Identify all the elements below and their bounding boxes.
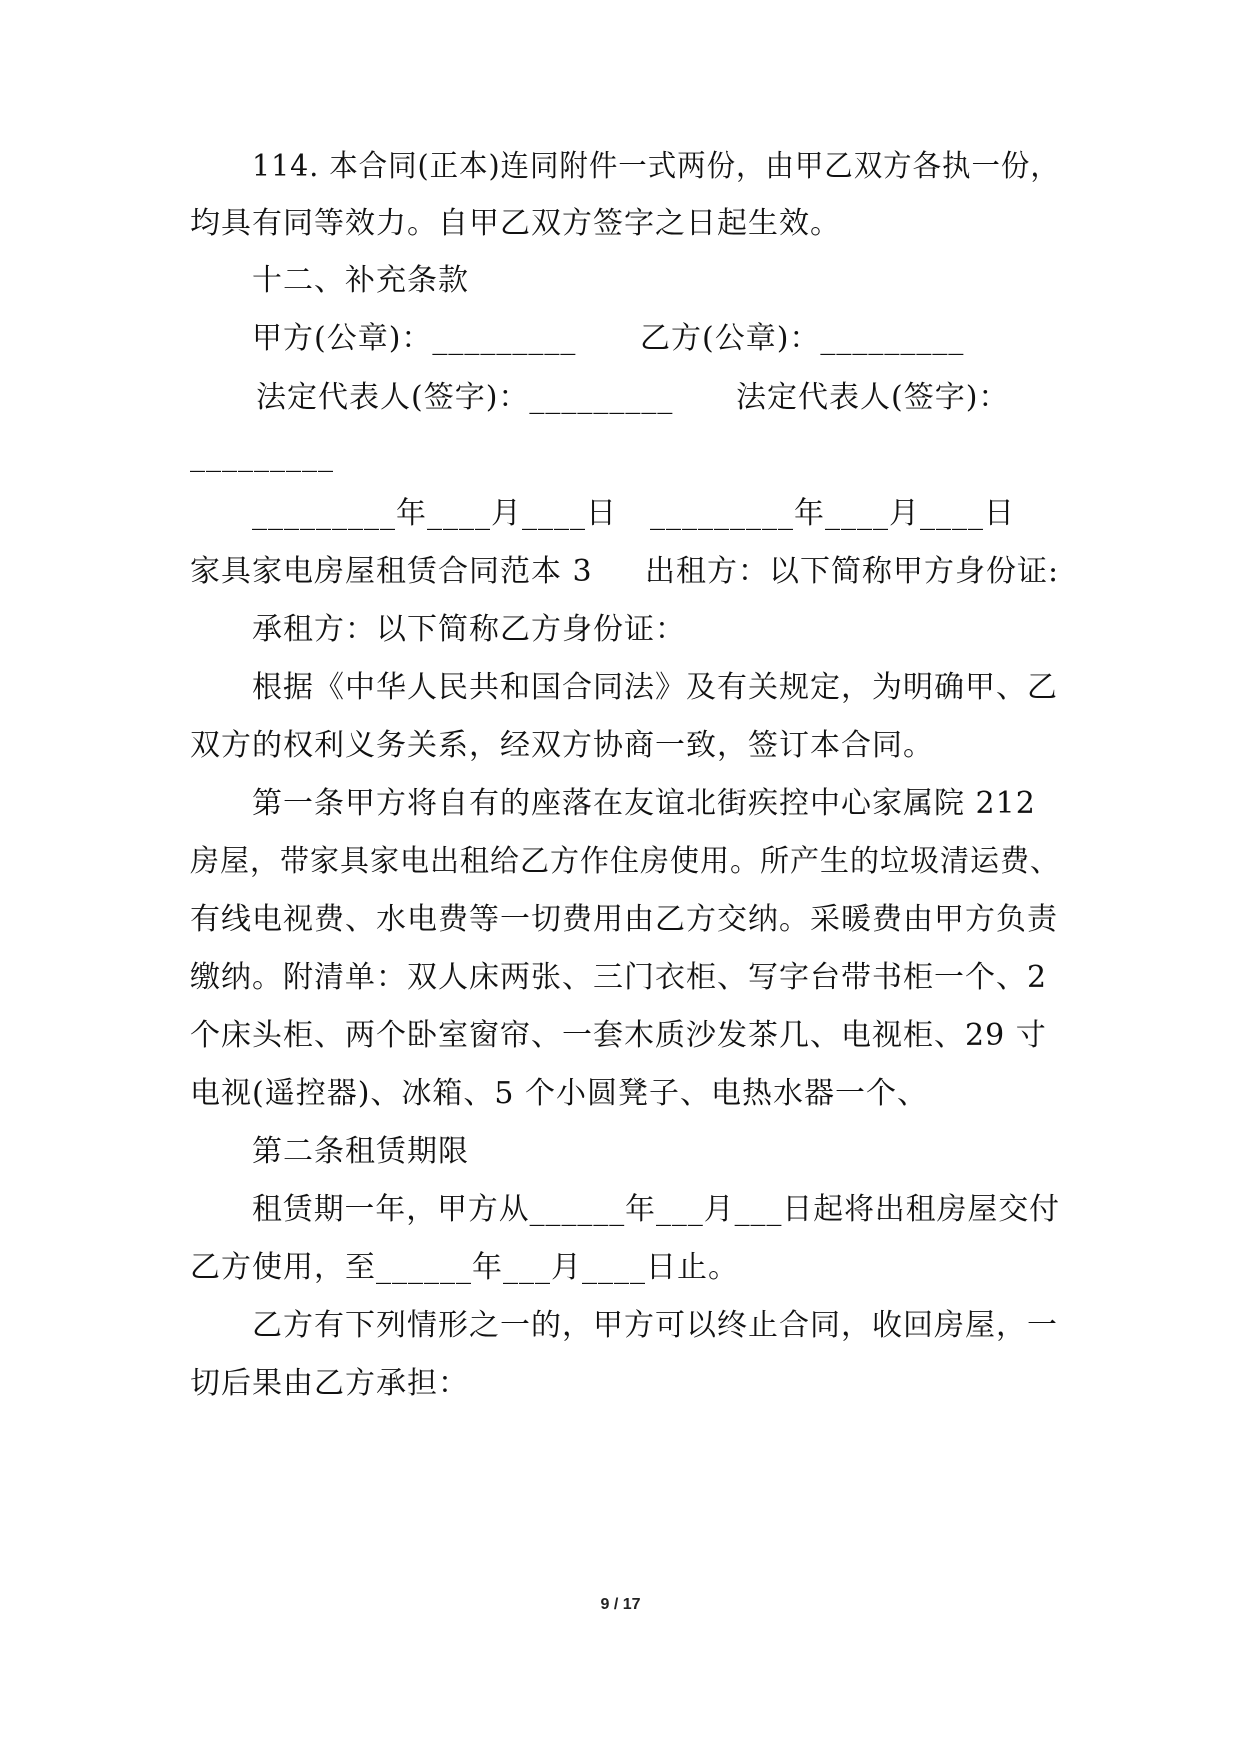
date-row-b — [650, 494, 1015, 534]
paragraph-line: 有线电视费、水电费等一切费用由乙方交纳。采暖费由甲方负责 — [190, 902, 1058, 937]
paragraph-line: 根据《中华人民共和国合同法》及有关规定，为明确甲、乙 — [252, 670, 1058, 705]
signature-row-representative-b — [736, 378, 1009, 418]
paragraph-line: 租赁期一年，甲方从______年___月___日起将出租房屋交付 — [252, 1192, 1061, 1227]
date-row — [252, 494, 617, 534]
lessor-line — [645, 552, 1059, 592]
paragraph-line: 均具有同等效力。自甲乙双方签字之日起生效。 — [190, 206, 841, 241]
paragraph-line: 个床头柜、两个卧室窗帘、一套木质沙发茶几、电视柜、29 寸 — [190, 1018, 1047, 1053]
party-a-representative-field: 法定代表人(签字)：_________ — [256, 380, 674, 415]
paragraph-line: 电视(遥控器)、冰箱、5 个小圆凳子、电热水器一个、 — [190, 1076, 929, 1111]
paragraph-line: 缴纳。附清单：双人床两张、三门衣柜、写字台带书柜一个、2 — [190, 960, 1048, 995]
party-b-seal-field: 乙方(公章)：_________ — [640, 321, 965, 356]
party-b-representative-field: 法定代表人(签字)： — [736, 380, 1010, 415]
party-a-date-field: _________年____月____日 — [252, 496, 617, 531]
signature-row-seal-b — [640, 319, 964, 359]
contract-title-text: 家具家电房屋租赁合同范本 3 — [190, 554, 593, 589]
paragraph-line: 乙方使用，至______年___月____日止。 — [190, 1250, 739, 1285]
signature-row-representative — [256, 378, 673, 418]
article-one-line: 第一条甲方将自有的座落在友谊北街疾控中心家属院 212 — [252, 786, 1036, 821]
section-heading-supplementary: 十二、补充条款 — [252, 263, 469, 298]
page-number: 9 / 17 — [600, 1596, 641, 1613]
paragraph-line: 双方的权利义务关系，经双方协商一致，签订本合同。 — [190, 728, 934, 763]
party-a-seal-field: 甲方(公章)：_________ — [252, 321, 577, 356]
article-two-heading: 第二条租赁期限 — [252, 1134, 469, 1169]
lessee-line: 承租方：以下简称乙方身份证： — [252, 612, 686, 647]
party-b-representative-blank: _________ — [190, 438, 334, 473]
lessor-text: 出租方：以下简称甲方身份证: — [645, 554, 1060, 589]
party-b-date-field: _________年____月____日 — [650, 496, 1015, 531]
contract-title — [190, 552, 593, 592]
signature-row-seal — [252, 319, 576, 359]
paragraph-line: 乙方有下列情形之一的，甲方可以终止合同，收回房屋，一 — [252, 1308, 1058, 1343]
paragraph-line: 切后果由乙方承担： — [190, 1366, 469, 1401]
paragraph-line-clause-114: 114. 本合同(正本)连同附件一式两份，由甲乙双方各执一份， — [252, 149, 1060, 184]
paragraph-line: 房屋，带家具家电出租给乙方作住房使用。所产生的垃圾清运费、 — [190, 844, 1060, 879]
